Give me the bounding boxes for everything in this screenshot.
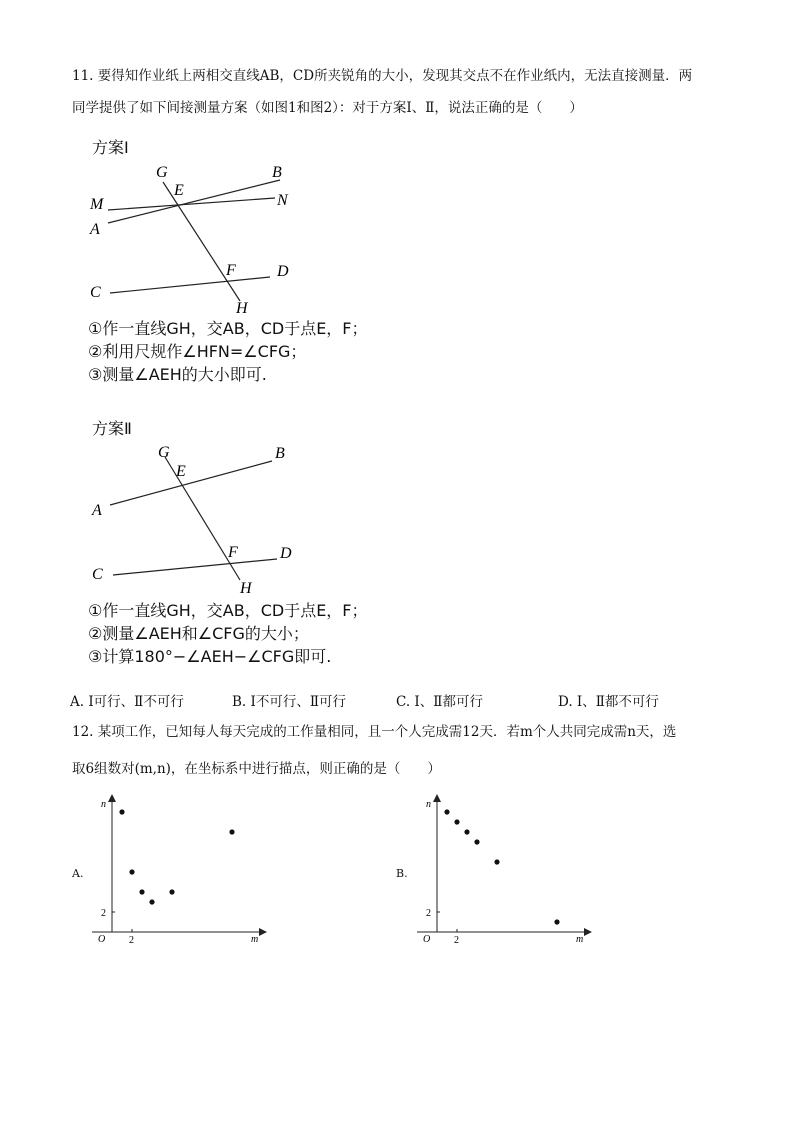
origin-label: O — [98, 934, 106, 945]
label-d: D — [280, 545, 292, 562]
q12-line2: 取6组数对(m,n)，在坐标系中进行描点，则正确的是（ ） — [72, 761, 441, 777]
graph-b — [410, 790, 600, 950]
label-b: B — [275, 445, 285, 462]
q12-line1: 12. 某项工作，已知每人每天完成的工作量相同，且一个人完成需12天．若m个人共同完成需n天，选 — [72, 724, 677, 740]
scheme2-step-3: ③计算180°−∠AEH−∠CFG即可. — [88, 647, 332, 666]
label-m: M — [90, 196, 104, 213]
label-f: F — [228, 544, 238, 561]
data-points — [119, 809, 234, 904]
data-point — [494, 859, 499, 864]
option-c[interactable]: C. Ⅰ、Ⅱ都可行 — [396, 694, 483, 710]
scheme1-step-3: ③测量∠AEH的大小即可. — [88, 365, 267, 384]
line-ab — [110, 461, 272, 505]
label-f: F — [226, 262, 236, 279]
line-cd — [113, 559, 277, 575]
data-point — [464, 829, 469, 834]
label-g: G — [156, 164, 168, 181]
line-cd — [110, 277, 270, 293]
option-a[interactable]: A. Ⅰ可行、Ⅱ不可行 — [70, 694, 184, 710]
data-points — [444, 809, 559, 924]
scheme2-step-1: ①作一直线GH，交AB，CD于点E，F； — [88, 601, 368, 620]
data-point — [139, 889, 144, 894]
scheme1-figure — [80, 155, 320, 320]
label-a: A — [90, 221, 100, 238]
graph-a-option[interactable]: A. — [72, 867, 84, 880]
graph-a — [85, 790, 275, 950]
x-axis-label: m — [576, 934, 584, 945]
option-d[interactable]: D. Ⅰ、Ⅱ都不可行 — [558, 694, 659, 710]
y-tick-label: 2 — [426, 908, 431, 919]
y-axis-label: n — [101, 799, 106, 810]
data-point — [229, 829, 234, 834]
label-d: D — [277, 263, 289, 280]
data-point — [119, 809, 124, 814]
label-g: G — [158, 444, 170, 461]
label-a: A — [92, 502, 102, 519]
scheme2-title: 方案Ⅱ — [92, 419, 132, 438]
y-tick-label: 2 — [101, 908, 106, 919]
label-e: E — [176, 463, 186, 480]
scheme2-figure — [80, 437, 320, 602]
scheme1-step-1: ①作一直线GH，交AB，CD于点E，F； — [88, 319, 368, 338]
data-point — [149, 899, 154, 904]
data-point — [554, 919, 559, 924]
label-c: C — [92, 566, 103, 583]
data-point — [129, 869, 134, 874]
label-h: H — [236, 300, 248, 317]
scheme2-step-2: ②测量∠AEH和∠CFG的大小； — [88, 624, 309, 643]
q11-line1: 11. 要得知作业纸上两相交直线AB，CD所夹锐角的大小，发现其交点不在作业纸内，无法直接测量．两 — [72, 68, 693, 84]
label-h: H — [240, 580, 252, 597]
line-ab — [108, 180, 280, 223]
data-point — [474, 839, 479, 844]
y-axis-label: n — [426, 799, 431, 810]
x-tick-label: 2 — [129, 935, 134, 946]
line-mn — [108, 198, 275, 210]
label-n: N — [277, 192, 288, 209]
data-point — [454, 819, 459, 824]
label-c: C — [90, 284, 101, 301]
q11-line2: 同学提供了如下间接测量方案（如图1和图2）：对于方案Ⅰ、Ⅱ，说法正确的是（ ） — [72, 100, 583, 116]
x-axis-label: m — [251, 934, 259, 945]
option-b[interactable]: B. Ⅰ不可行、Ⅱ可行 — [232, 694, 347, 710]
scheme1-title: 方案Ⅰ — [92, 138, 129, 157]
data-point — [444, 809, 449, 814]
label-b: B — [272, 164, 282, 181]
origin-label: O — [423, 934, 431, 945]
graph-b-option[interactable]: B. — [396, 867, 408, 880]
label-e: E — [174, 182, 184, 199]
x-tick-label: 2 — [454, 935, 459, 946]
scheme1-step-2: ②利用尺规作∠HFN=∠CFG； — [88, 342, 307, 361]
data-point — [169, 889, 174, 894]
